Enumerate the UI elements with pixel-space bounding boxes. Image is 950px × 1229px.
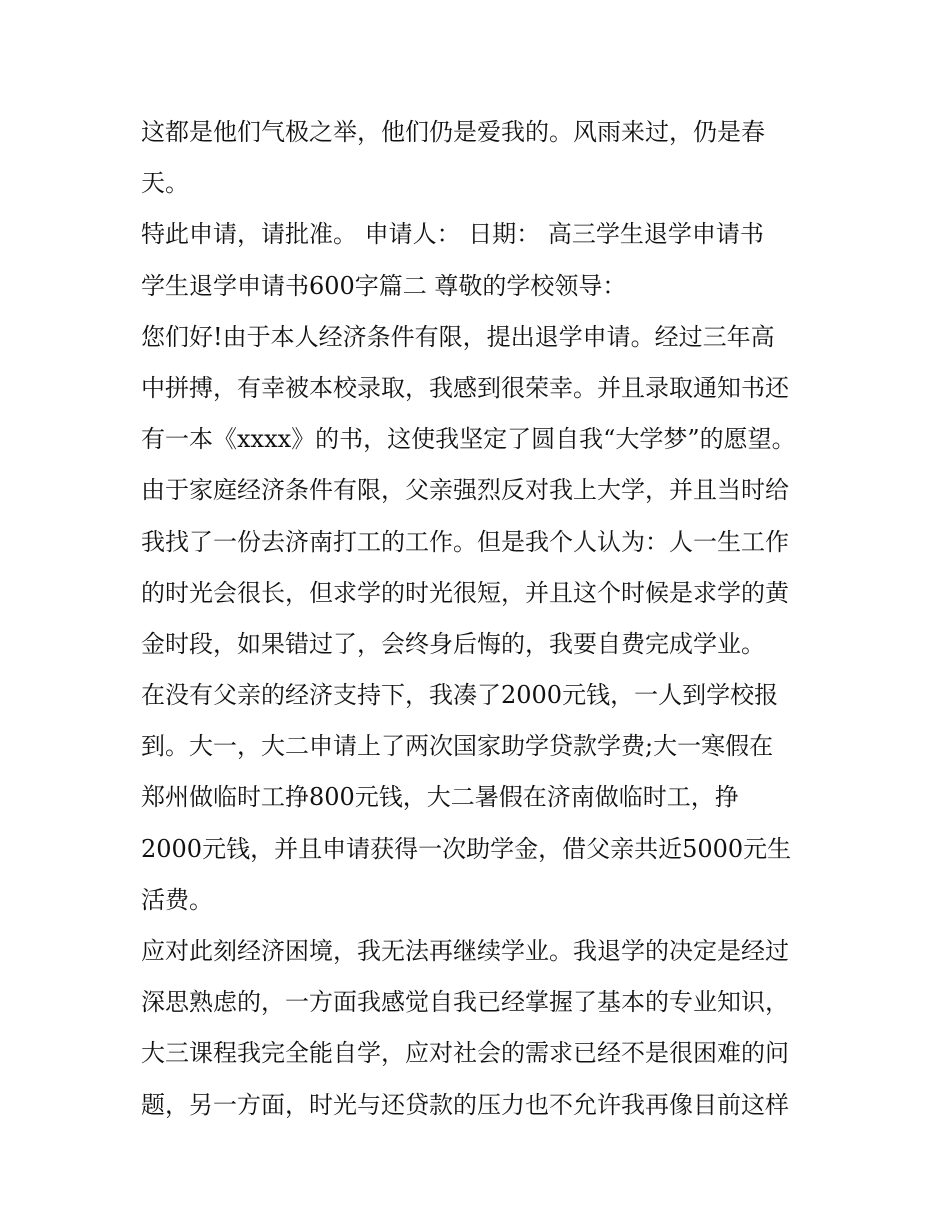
text-line-20: 题，另一方面，时光与还贷款的压力也不允许我再像目前这样 <box>141 1090 789 1119</box>
text-line-15: 2000元钱，并且申请获得一次助学金，借父亲共近5000元生 <box>141 834 792 863</box>
text-line-7: 有一本《xxxx》的书，这使我坚定了圆自我“大学梦”的愿望。 <box>141 425 796 454</box>
document-body <box>141 107 831 1131</box>
text-line-3: 特此申请，请批准。 申请人： 日期： 高三学生退学申请书 <box>141 220 764 249</box>
text-line-6: 中拼搏，有幸被本校录取，我感到很荣幸。并且录取通知书还 <box>141 373 789 402</box>
text-line-14: 郑州做临时工挣800元钱，大二暑假在济南做临时工，挣 <box>141 783 739 812</box>
text-line-13: 到。大一，大二申请上了两次国家助学贷款学费;大一寒假在 <box>141 732 774 761</box>
text-line-10: 的时光会很长，但求学的时光很短，并且这个时候是求学的黄 <box>141 578 789 607</box>
text-line-1: 这都是他们气极之举，他们仍是爱我的。风雨来过，仍是春 <box>141 118 765 146</box>
text-line-8: 由于家庭经济条件有限，父亲强烈反对我上大学，并且当时给 <box>141 476 789 505</box>
text-line-16: 活费。 <box>141 885 213 914</box>
text-line-11: 金时段，如果错过了，会终身后悔的，我要自费完成学业。 <box>141 629 765 658</box>
text-line-2: 天。 <box>141 169 189 198</box>
text-line-18: 深思熟虑的，一方面我感觉自我已经掌握了基本的专业知识， <box>141 988 789 1017</box>
text-line-9: 我找了一份去济南打工的工作。但是我个人认为：人一生工作 <box>141 527 789 556</box>
text-line-5: 您们好!由于本人经济条件有限，提出退学申请。经过三年高 <box>141 322 775 351</box>
text-line-4: 学生退学申请书600字篇二 尊敬的学校领导： <box>141 271 627 300</box>
text-line-19: 大三课程我完全能自学，应对社会的需求已经不是很困难的问 <box>141 1039 789 1068</box>
text-line-17: 应对此刻经济困境，我无法再继续学业。我退学的决定是经过 <box>141 937 789 965</box>
text-line-12: 在没有父亲的经济支持下，我凑了2000元钱，一人到学校报 <box>141 681 779 710</box>
